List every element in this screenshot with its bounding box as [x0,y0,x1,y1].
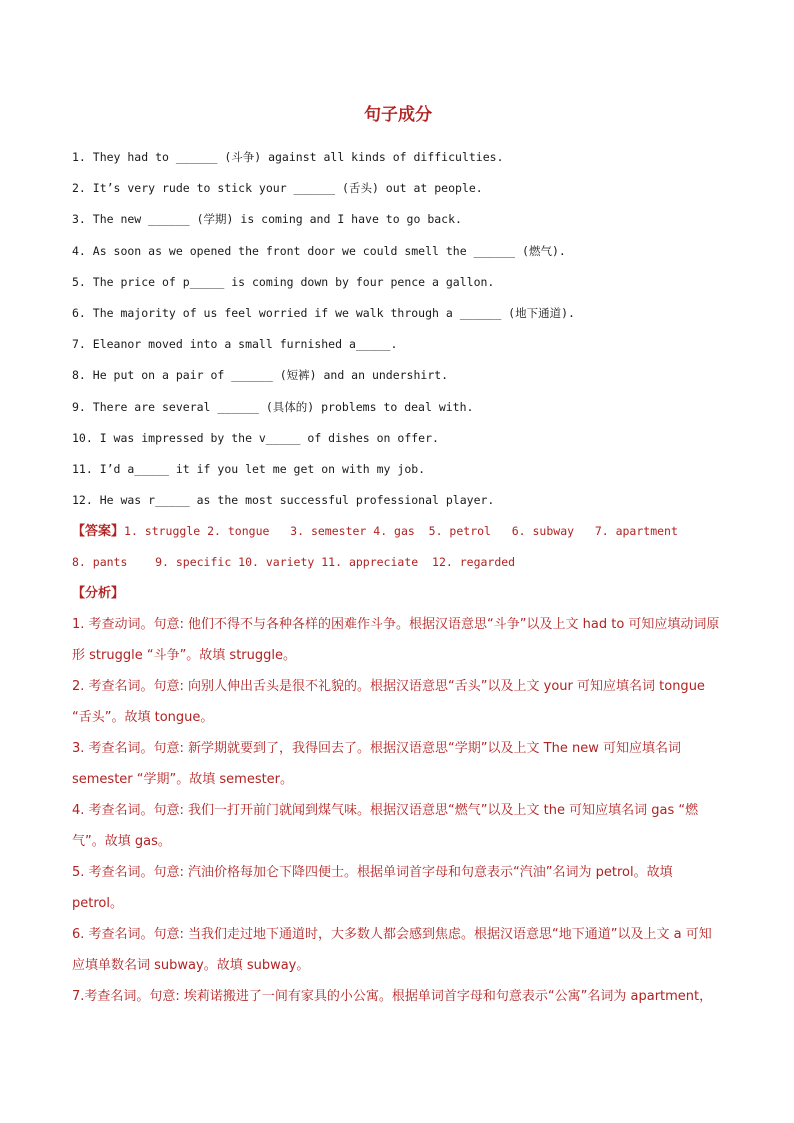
page-title: 句子成分 [364,105,432,125]
question-12: 12. He was r_____ as the most successful professional player. [72,493,495,508]
explanation-5: 5. 考查名词。句意: 汽油价格每加仑下降四便士。根据单词首字母和句意表示“汽油”名词为 petrol。故填 petrol。 [72,865,673,912]
question-list [72,142,724,516]
question-2: 2. It’s very rude to stick your ______ (舌头) out at people. [72,181,483,196]
question-4: 4. As soon as we opened the front door we could smell the ______ (燃气). [72,243,566,258]
explanation-1: 1. 考查动词。句意: 他们不得不与各种各样的困难作斗争。根据汉语意思“斗争”以及上文 had to 可知应填动词原形 struggle “斗争”。故填 struggle。 [72,617,720,664]
explanation-3: 3. 考查名词。句意: 新学期就要到了，我得回去了。根据汉语意思“学期”以及上文 The new 可知应填名词 semester “学期”。故填 semester。 [72,741,681,788]
question-9: 9. There are several ______ (具体的) problems to deal with. [72,399,474,414]
explanation-4: 4. 考查名词。句意: 我们一打开前门就闻到煤气味。根据汉语意思“燃气”以及上文 the 可知应填名词 gas “燃气”。故填 gas。 [72,803,699,850]
question-11: 11. I’d a_____ it if you let me get on with my job. [72,461,426,476]
explanation-6: 6. 考查名词。句意: 当我们走过地下通道时，大多数人都会感到焦虑。根据汉语意思“地下通道”以及上文 a 可知应填单数名词 subway。故填 subway。 [72,927,712,974]
question-8: 8. He put on a pair of ______ (短裤) and an undershirt. [72,368,449,383]
explanation-7: 7.考查名词。句意: 埃莉诺搬进了一间有家具的小公寓。根据单词首字母和句意表示“公寓”名词为 apartment， [72,989,713,1005]
answer-tag: 【答案】 [72,524,125,540]
explanation-2: 2. 考查名词。句意: 向别人伸出舌头是很不礼貌的。根据汉语意思“舌头”以及上文 your 可知应填名词 tongue “舌头”。故填 tongue。 [72,679,705,726]
analysis-list [72,609,724,1012]
question-7: 7. Eleanor moved into a small furnished a_____. [72,337,398,352]
document-page [72,100,724,1012]
answer-text-1: 1. struggle 2. tongue 3. semester 4. gas 5. petrol 6. subway 7. apartment [124,524,678,539]
question-1: 1. They had to ______ (斗争) against all kinds of difficulties. [72,150,504,164]
question-10: 10. I was impressed by the v_____ of dishes on offer. [72,430,439,445]
question-5: 5. The price of p_____ is coming down by four pence a gallon. [72,274,495,289]
answer-section [72,516,724,578]
answer-line-1 [72,516,724,547]
question-3: 3. The new ______ (学期) is coming and I have to go back. [72,212,462,227]
question-6: 6. The majority of us feel worried if we walk through a ______ (地下通道). [72,305,575,320]
answer-line-2: 8. pants 9. specific 10. variety 11. appreciate 12. regarded [72,555,516,570]
analysis-heading: 【分析】 [72,586,125,602]
